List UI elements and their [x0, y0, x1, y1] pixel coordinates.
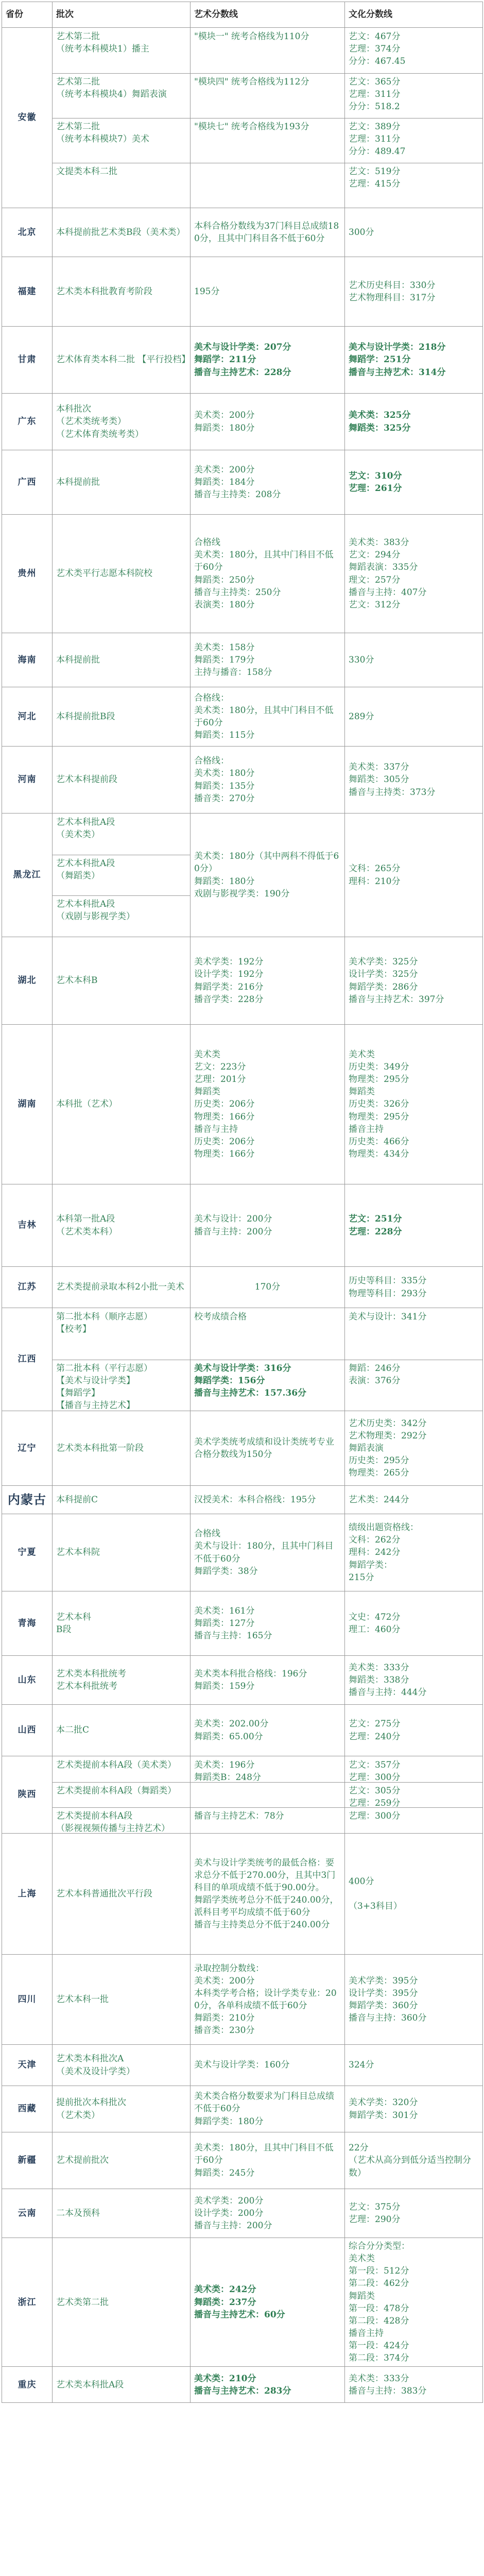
- art-part: "模块四" 统考合格线为112分: [191, 73, 344, 118]
- row-anhui: [2, 28, 483, 208]
- header-province: 省份: [2, 2, 53, 28]
- batch-fujian: 艺术类本科批教育考阶段: [53, 257, 191, 327]
- header-row: [2, 2, 483, 28]
- cult-xizang: 美术学类：320分 舞蹈学类：301分: [345, 2086, 483, 2132]
- art-hubei: 美术学类：192分 设计学类：192分 舞蹈学类：216分 播音学类：228分: [191, 937, 345, 1025]
- art-part: 美术类：196分 舞蹈类B：248分: [194, 1760, 261, 1783]
- batch-heilongjiang: [53, 814, 191, 937]
- row-gansu: [2, 327, 483, 394]
- art-guangxi: 美术类：200分 舞蹈类：184分 播音与主持类：208分: [191, 450, 345, 515]
- row-jilin: [2, 1184, 483, 1267]
- cult-part: 艺理：300分: [345, 1807, 482, 1833]
- art-part: 播音与主持艺术：78分: [191, 1807, 344, 1833]
- batch-guangxi: 本科提前批: [53, 450, 191, 515]
- cult-henan: 美术类：337分 舞蹈类：305分 播音与主持类：373分: [345, 747, 483, 814]
- province-henan: 河南: [2, 747, 53, 814]
- batch-ningxia: 艺术本科院: [53, 1514, 191, 1591]
- cult-hebei: 289分: [345, 687, 483, 747]
- province-guangdong: 广东: [2, 394, 53, 450]
- cult-heilongjiang: 文科：265分 理科：210分: [345, 814, 483, 937]
- province-liaoning: 辽宁: [2, 1411, 53, 1486]
- art-gansu: 美术与设计学类：207分 舞蹈学：211分 播音与主持艺术：228分: [191, 327, 345, 394]
- batch-shanxi: 本二批C: [53, 1705, 191, 1756]
- province-sichuan: 四川: [2, 1955, 53, 2045]
- art-liaoning: 美术学类统考成绩和设计类统考专业合格分数线为150分: [191, 1411, 345, 1486]
- art-jiangxi: [191, 1308, 345, 1411]
- batch-jiangsu: 艺术类提前录取本科2小批一美术: [53, 1267, 191, 1308]
- row-tianjin: [2, 2045, 483, 2086]
- row-guizhou: [2, 515, 483, 633]
- row-jiangxi: [2, 1308, 483, 1411]
- art-part: [191, 163, 344, 208]
- province-shanxi: 山西: [2, 1705, 53, 1756]
- cult-part: 艺文：357分 艺理：300分: [349, 1760, 401, 1783]
- cult-part: 艺文：519分 艺理：415分: [345, 163, 482, 208]
- cult-guangxi: 艺文：310分 艺理：261分: [345, 450, 483, 515]
- art-shaanxi: [191, 1756, 345, 1834]
- batch-part: 文提类本科二批: [53, 163, 190, 208]
- province-guizhou: 贵州: [2, 515, 53, 633]
- batch-qinghai: 艺术本科 B段: [53, 1591, 191, 1656]
- row-guangxi: [2, 450, 483, 515]
- art-jiangsu: 170分: [191, 1267, 345, 1308]
- cult-hunan: 美术类 历史类：349分 物理类：295分 舞蹈类 历史类：326分 物理类：295分 播音主持 历史类：466分 物理类：434分: [345, 1025, 483, 1184]
- art-hebei: 合格线： 美术类：180分，且其中门科目不低于60分 舞蹈类：115分: [191, 687, 345, 747]
- cult-jilin: 艺文：251分 艺理：228分: [345, 1184, 483, 1267]
- batch-jilin: 本科第一批A段 （艺术类本科）: [53, 1184, 191, 1267]
- row-ningxia: [2, 1514, 483, 1591]
- row-xinjiang: [2, 2132, 483, 2189]
- art-neimenggu: 汉授美术：本科合格线：195分: [191, 1486, 345, 1514]
- header-art-score: 艺术分数线: [191, 2, 345, 28]
- cult-chongqing: 美术类：333分 播音与主持：383分: [345, 2367, 483, 2403]
- province-jiangsu: 江苏: [2, 1267, 53, 1308]
- province-fujian: 福建: [2, 257, 53, 327]
- province-jiangxi: 江西: [2, 1308, 53, 1411]
- cult-part: 艺文：467分 艺理：374分 分分：467.45: [349, 31, 406, 66]
- art-heilongjiang: 美术类：180分（其中两科不得低于60分） 舞蹈类：180分 戏剧与影视学类：190分: [191, 814, 345, 937]
- batch-part: 第二批本科（平行志愿） 【美术与设计学类】 【舞蹈学】 【播音与主持艺术】: [53, 1360, 190, 1411]
- batch-part: 艺术第二批 （统考本科模块1）播主: [56, 31, 149, 54]
- cult-part: 舞蹈：246分 表演：376分: [345, 1360, 482, 1411]
- cult-hubei: 美术学类：325分 设计学类：325分 舞蹈学类：286分 播音与主持艺术：397分: [345, 937, 483, 1025]
- header-batch: 批次: [53, 2, 191, 28]
- art-qinghai: 美术类：161分 舞蹈类：127分 播音与主持：165分: [191, 1591, 345, 1656]
- art-tianjin: 美术与设计学类：160分: [191, 2045, 345, 2086]
- province-qinghai: 青海: [2, 1591, 53, 1656]
- art-beijing: 本科合格分数线为37门科目总成绩180分，且其中门科目各不低于60分: [191, 208, 345, 257]
- art-shandong: 美术类本科批合格线：196分 舞蹈类：159分: [191, 1656, 345, 1705]
- cult-neimenggu: 艺术类：244分: [345, 1486, 483, 1514]
- batch-henan: 艺术本科提前段: [53, 747, 191, 814]
- art-hunan: 美术类 艺文：223分 艺理：201分 舞蹈类 历史类：206分 物理类：166分 播音与主持 历史类：206分 物理类：166分: [191, 1025, 345, 1184]
- batch-hunan: 本科批（艺术）: [53, 1025, 191, 1184]
- score-table-body: [2, 28, 483, 2403]
- batch-part: 艺术本科批A段 （美术类）: [56, 817, 115, 840]
- batch-part: 艺术本科批A段 （戏剧与影视学类）: [53, 895, 190, 936]
- cult-shanghai: 400分 （3+3科目）: [345, 1834, 483, 1955]
- art-jilin: 美术与设计：200分 播音与主持：200分: [191, 1184, 345, 1267]
- art-xizang: 美术类合格分数要求为门科目总成绩不低于60分 舞蹈学类：180分: [191, 2086, 345, 2132]
- province-ningxia: 宁夏: [2, 1514, 53, 1591]
- province-xizang: 西藏: [2, 2086, 53, 2132]
- province-hebei: 河北: [2, 687, 53, 747]
- batch-beijing: 本科提前批艺术类B段（美术类）: [53, 208, 191, 257]
- batch-zhejiang: 艺术类第二批: [53, 2238, 191, 2367]
- cult-part: 艺文：389分 艺理：311分 分分：489.47: [345, 118, 482, 163]
- batch-sichuan: 艺术本科一批: [53, 1955, 191, 2045]
- batch-hubei: 艺术本科B: [53, 937, 191, 1025]
- art-hainan: 美术类：158分 舞蹈类：179分 主持与播音：158分: [191, 633, 345, 687]
- batch-xizang: 提前批次本科批次 （艺术类）: [53, 2086, 191, 2132]
- cult-jiangxi: [345, 1308, 483, 1411]
- batch-hainan: 本科提前批: [53, 633, 191, 687]
- province-zhejiang: 浙江: [2, 2238, 53, 2367]
- row-hubei: [2, 937, 483, 1025]
- cult-jiangsu: 历史等科目：335分 物理等科目：293分: [345, 1267, 483, 1308]
- cult-part: 艺文：305分 艺理：259分: [345, 1782, 482, 1807]
- batch-part: 艺术本科批A段 （舞蹈类）: [53, 855, 190, 895]
- art-shanxi: 美术类：202.00分 舞蹈类：65.00分: [191, 1705, 345, 1756]
- cult-hainan: 330分: [345, 633, 483, 687]
- province-shanghai: 上海: [2, 1834, 53, 1955]
- cult-gansu: 美术与设计学类：218分 舞蹈学：251分 播音与主持艺术：314分: [345, 327, 483, 394]
- batch-guangdong: 本科批次 （艺术类统考类） （艺术体育类统考类）: [53, 394, 191, 450]
- province-tianjin: 天津: [2, 2045, 53, 2086]
- row-qinghai: [2, 1591, 483, 1656]
- cult-part: 美术与设计：341分: [349, 1311, 427, 1322]
- header-culture-score: 文化分数线: [345, 2, 483, 28]
- batch-part: 艺术第二批 （统考本科模块7）美术: [53, 118, 190, 163]
- row-beijing: [2, 208, 483, 257]
- province-xinjiang: 新疆: [2, 2132, 53, 2189]
- cult-xinjiang: 22分 （艺术从高分到低分适当控制分数）: [345, 2132, 483, 2189]
- row-hainan: [2, 633, 483, 687]
- art-yunnan: 美术学类：200分 设计学类：200分 播音与主持：200分: [191, 2189, 345, 2238]
- cult-liaoning: 艺术历史类：342分 艺术物理类：292分 舞蹈表演 历史类：295分 物理类：265分: [345, 1411, 483, 1486]
- batch-anhui: [53, 28, 191, 208]
- art-part: 美术与设计学类：316分 舞蹈学类：156分 播音与主持艺术：157.36分: [191, 1360, 344, 1411]
- batch-jiangxi: [53, 1308, 191, 1411]
- art-xinjiang: 美术类：180分，且其中门科目不低于60分 舞蹈类：245分: [191, 2132, 345, 2189]
- cult-fujian: 艺术历史科目：330分 艺术物理科目：317分: [345, 257, 483, 327]
- batch-part: 艺术类提前本科A段（舞蹈类）: [53, 1782, 190, 1807]
- cult-shanxi: 艺文：275分 艺理：240分: [345, 1705, 483, 1756]
- province-anhui: 安徽: [2, 28, 53, 208]
- province-heilongjiang: 黑龙江: [2, 814, 53, 937]
- art-guangdong: 美术类：200分 舞蹈类：180分: [191, 394, 345, 450]
- art-henan: 合格线： 美术类：180分 舞蹈类：135分 播音类：270分: [191, 747, 345, 814]
- batch-part: 艺术第二批 （统考本科模块4）舞蹈表演: [53, 73, 190, 118]
- batch-xinjiang: 艺术提前批次: [53, 2132, 191, 2189]
- row-liaoning: [2, 1411, 483, 1486]
- cult-shandong: 美术类：333分 舞蹈类：338分 播音与主持：444分: [345, 1656, 483, 1705]
- province-guangxi: 广西: [2, 450, 53, 515]
- art-ningxia: 合格线 美术与设计：180分，且其中门科目不低于60分 舞蹈学类：38分: [191, 1514, 345, 1591]
- row-jiangsu: [2, 1267, 483, 1308]
- cult-ningxia: 绩级出题资格线： 文科：262分 理科：242分 舞蹈学类： 215分: [345, 1514, 483, 1591]
- cult-shaanxi: [345, 1756, 483, 1834]
- province-hainan: 海南: [2, 633, 53, 687]
- cult-guangdong: 美术类：325分 舞蹈类：325分: [345, 394, 483, 450]
- batch-neimenggu: 本科提前C: [53, 1486, 191, 1514]
- art-anhui: [191, 28, 345, 208]
- batch-part: 艺术类提前本科A段（美术类）: [56, 1760, 177, 1770]
- row-sichuan: [2, 1955, 483, 2045]
- row-guangdong: [2, 394, 483, 450]
- province-jilin: 吉林: [2, 1184, 53, 1267]
- art-part: "模块一" 统考合格线为110分: [194, 31, 309, 42]
- row-hunan: [2, 1025, 483, 1184]
- province-chongqing: 重庆: [2, 2367, 53, 2403]
- cult-sichuan: 美术学类：395分 设计学类：395分 舞蹈学类：360分 播音与主持：360分: [345, 1955, 483, 2045]
- row-chongqing: [2, 2367, 483, 2403]
- art-part: "模块七" 统考合格线为193分: [191, 118, 344, 163]
- batch-yunnan: 二本及预科: [53, 2189, 191, 2238]
- batch-part: 第二批本科（顺序志愿） 【校考】: [56, 1311, 152, 1334]
- province-beijing: 北京: [2, 208, 53, 257]
- art-shanghai: 美术与设计学类统考的最低合格：要求总分不低于270.00分，且其中3门科目的单项成绩不低于90.00分。 舞蹈学类统考总分不低于240.00分，派科目考平均成绩不低于60分 播音与主持类总分不低于240.00分: [191, 1834, 345, 1955]
- province-hubei: 湖北: [2, 937, 53, 1025]
- cult-yunnan: 艺文：375分 艺理：290分: [345, 2189, 483, 2238]
- art-part: 校考成绩合格: [194, 1311, 247, 1322]
- cult-guizhou: 美术类：383分 艺文：294分 舞蹈表演：335分 理文：257分 播音与主持：407分 艺文：312分: [345, 515, 483, 633]
- row-shanxi: [2, 1705, 483, 1756]
- cult-tianjin: 324分: [345, 2045, 483, 2086]
- art-part: [191, 1782, 344, 1807]
- row-shaanxi: [2, 1756, 483, 1834]
- row-yunnan: [2, 2189, 483, 2238]
- batch-hebei: 本科提前批B段: [53, 687, 191, 747]
- batch-shanghai: 艺术本科普通批次平行段: [53, 1834, 191, 1955]
- province-shandong: 山东: [2, 1656, 53, 1705]
- batch-liaoning: 艺术类本科批第一阶段: [53, 1411, 191, 1486]
- province-yunnan: 云南: [2, 2189, 53, 2238]
- batch-shaanxi: [53, 1756, 191, 1834]
- cult-qinghai: 文史：472分 理工：460分: [345, 1591, 483, 1656]
- art-guizhou: 合格线 美术类：180分，且其中门科目不低于60分 舞蹈类：250分 播音与主持类：250分 表演类：180分: [191, 515, 345, 633]
- row-heilongjiang: [2, 814, 483, 937]
- art-sichuan: 录取控制分数线： 美术类：200分 本科类学考合格；设计学类专业：200分，各单科成绩不低于60分 舞蹈类：210分 播音类：230分: [191, 1955, 345, 2045]
- row-xizang: [2, 2086, 483, 2132]
- batch-tianjin: 艺术类本科批次A （美术及设计学类）: [53, 2045, 191, 2086]
- art-chongqing: 美术类：210分 播音与主持艺术：283分: [191, 2367, 345, 2403]
- province-shaanxi: 陕西: [2, 1756, 53, 1834]
- batch-shandong: 艺术类本科批统考 艺术本科批统考: [53, 1656, 191, 1705]
- row-zhejiang: [2, 2238, 483, 2367]
- row-shanghai: [2, 1834, 483, 1955]
- cult-zhejiang: 综合分分类型： 美术类 第一段：512分 第二段：462分 舞蹈类 第一段：478分 第二段：428分 播音主持 第一段：424分 第二段：374分: [345, 2238, 483, 2367]
- province-hunan: 湖南: [2, 1025, 53, 1184]
- cult-anhui: [345, 28, 483, 208]
- row-neimenggu: [2, 1486, 483, 1514]
- score-table: [2, 2, 483, 2403]
- batch-part: 艺术类提前本科A段 （影视视频传播与主持艺术）: [53, 1807, 190, 1833]
- batch-gansu: 艺术体育类本科二批 【平行投档】: [53, 327, 191, 394]
- row-fujian: [2, 257, 483, 327]
- row-hebei: [2, 687, 483, 747]
- cult-part: 艺文：365分 艺理：311分 分分：518.2: [345, 73, 482, 118]
- batch-chongqing: 艺术类本科批A段: [53, 2367, 191, 2403]
- art-fujian: 195分: [191, 257, 345, 327]
- row-shandong: [2, 1656, 483, 1705]
- row-henan: [2, 747, 483, 814]
- batch-guizhou: 艺术类平行志愿本科院校: [53, 515, 191, 633]
- province-neimenggu: 内蒙古: [2, 1486, 53, 1514]
- cult-beijing: 300分: [345, 208, 483, 257]
- art-zhejiang: 美术类：242分 舞蹈类：237分 播音与主持艺术：60分: [191, 2238, 345, 2367]
- province-gansu: 甘肃: [2, 327, 53, 394]
